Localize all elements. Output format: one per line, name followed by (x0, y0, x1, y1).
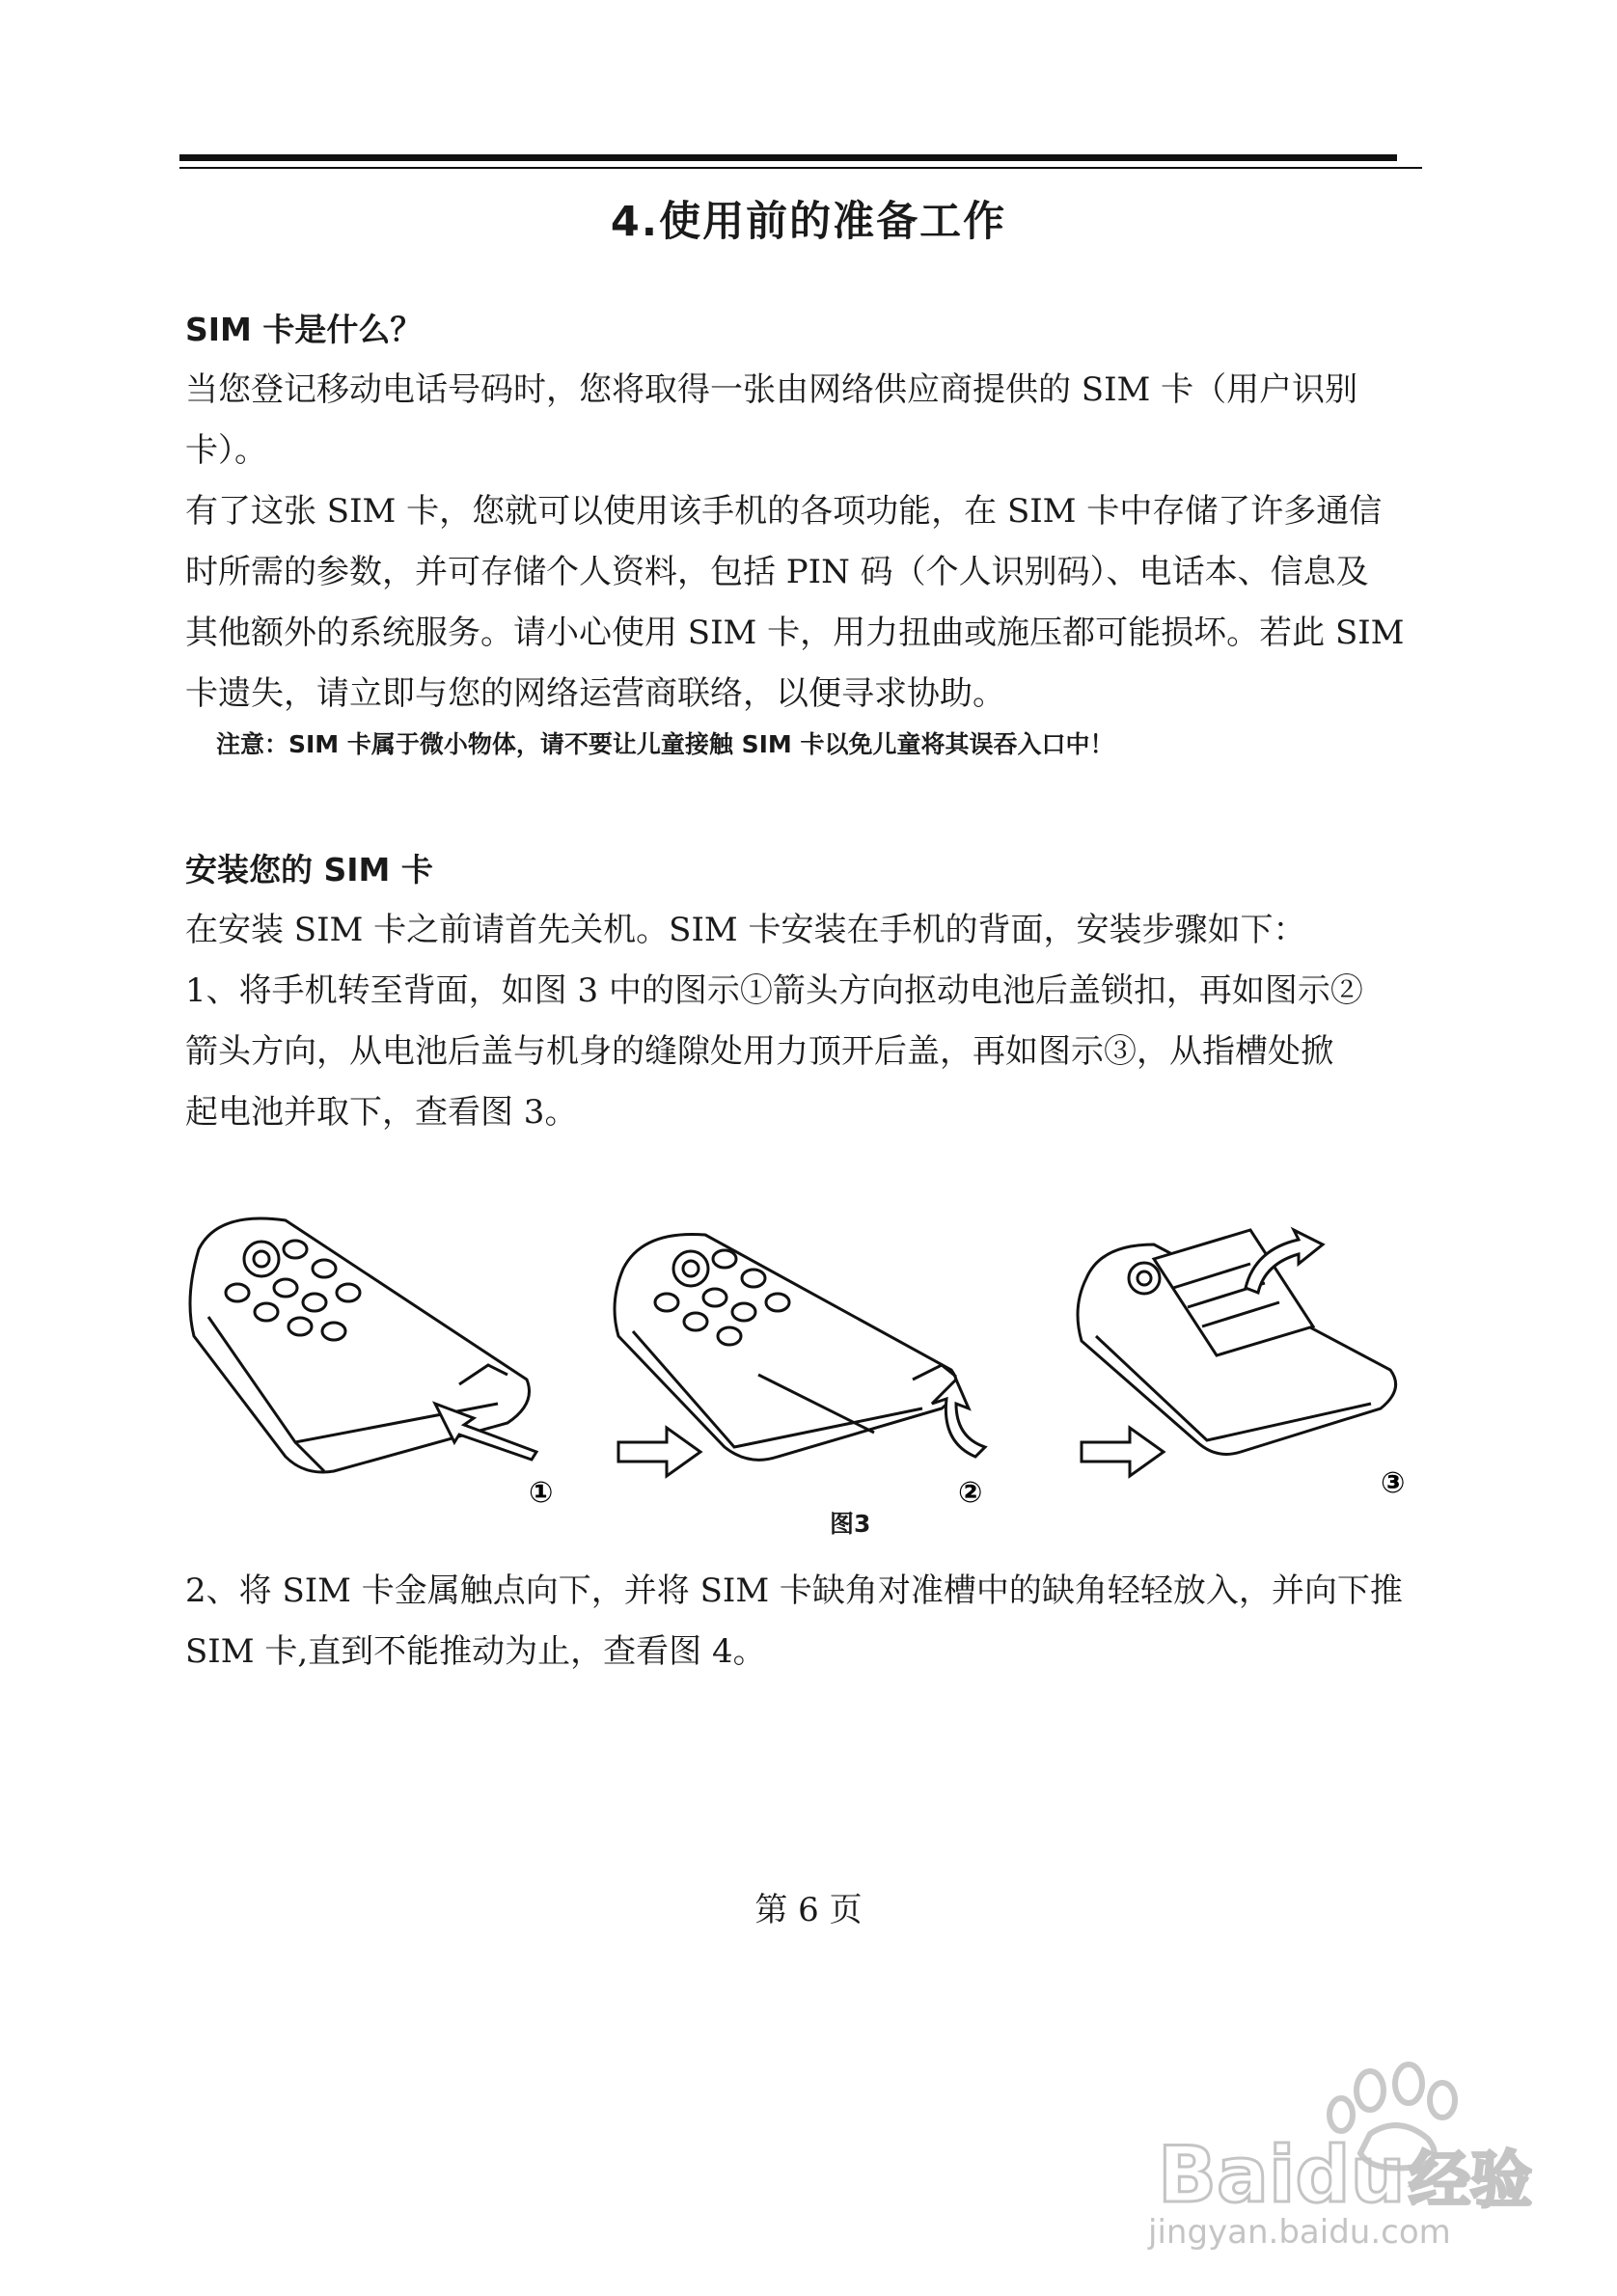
phone-back-illustration-3 (1078, 1230, 1396, 1454)
warning-note: 注意：SIM 卡属于微小物体，请不要让儿童接触 SIM 卡以免儿童将其误吞入口中！ (216, 730, 1114, 758)
paragraph-line: 箭头方向，从电池后盖与机身的缝隙处用力顶开后盖，再如图示③，从指槽处掀 (185, 1032, 1333, 1071)
header-rule-thin (179, 167, 1422, 169)
section-heading: SIM 卡是什么？ (185, 311, 423, 348)
paragraph-line: SIM 卡,直到不能推动为止，查看图 4。 (185, 1632, 766, 1671)
paragraph-line: 时所需的参数，并可存储个人资料，包括 PIN 码（个人识别码）、电话本、信息及 (185, 553, 1369, 591)
paragraph-line: 1、将手机转至背面，如图 3 中的图示①箭头方向抠动电池后盖锁扣，再如图示② (185, 971, 1363, 1010)
section-heading: 安装您的 SIM 卡 (185, 851, 433, 888)
paragraph-line: 起电池并取下，查看图 3。 (185, 1093, 578, 1132)
section-sim-what (185, 299, 1420, 724)
paragraph-line: 卡）。 (185, 431, 267, 470)
paragraph-line: 卡遗失，请立即与您的网络运营商联络，以便寻求协助。 (185, 674, 1005, 713)
paragraph-line: 有了这张 SIM 卡，您就可以使用该手机的各项功能，在 SIM 卡中存储了许多通信 (185, 492, 1383, 531)
watermark-brand-cn: 经验 (1409, 2146, 1532, 2217)
paragraph-line: 2、将 SIM 卡金属触点向下，并将 SIM 卡缺角对准槽中的缺角轻轻放入，并向下推 (185, 1572, 1403, 1610)
watermark-brand: Baidu (1158, 2130, 1406, 2220)
marker-1: ① (529, 1476, 554, 1510)
section-install-sim (185, 839, 1420, 1143)
paragraph-line: 当您登记移动电话号码时，您将取得一张由网络供应商提供的 SIM 卡（用户识别 (185, 370, 1358, 409)
watermark-url: jingyan.baidu.com (1148, 2213, 1451, 2252)
marker-2: ② (958, 1476, 983, 1510)
header-rule-thick (179, 154, 1397, 161)
paragraph-line: 在安装 SIM 卡之前请首先关机。SIM 卡安装在手机的背面，安装步骤如下： (185, 911, 1306, 949)
marker-3: ③ (1381, 1466, 1406, 1500)
page-number: 第 6 页 (754, 1891, 863, 1929)
paragraph-line: 其他额外的系统服务。请小心使用 SIM 卡，用力扭曲或施压都可能损坏。若此 SIM (185, 614, 1405, 652)
section-insert-sim (185, 1561, 1420, 1682)
figure-caption: 图3 (830, 1510, 871, 1538)
figure-3-illustration (179, 1211, 1424, 1539)
page-title: 4.使用前的准备工作 (610, 198, 1007, 246)
